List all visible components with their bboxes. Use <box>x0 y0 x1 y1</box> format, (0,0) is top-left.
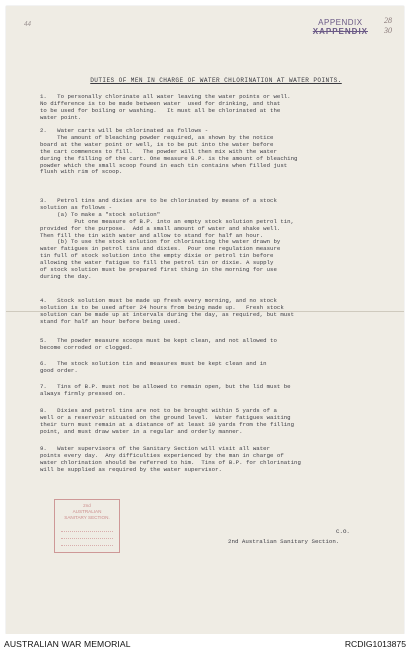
signature-initials: C.O. <box>336 528 350 535</box>
paragraph-8: 8. Dixies and petrol tins are not to be brought within 5 yards of a well or a reservoir situated on the ground level. Water fatigues waiting their turn must remain at a distance of at least 10 yards from the filling point, and must draw water in a regular and orderly manner. <box>40 407 295 435</box>
unit-stamp-line1: 2nd <box>83 503 91 508</box>
folio-top: 28 <box>384 16 392 25</box>
paragraph-7: 7. Tins of B.P. must not be allowed to remain open, but the lid must be always firmly pressed on. <box>40 383 291 397</box>
paragraph-3: 3. Petrol tins and dixies are to be chlorinated by means of a stock solution as follows - (a) To make a "stock solution" Put one measure of B.P. into an empty stock solution petrol tin, provided for the purpose. Add a small amount of water and shake well. Then fill the tin with water and allow to stand for half an hour. (b) To use the stock solution for chlorinating the water drawn by water fatigues in petrol tins and dixies. Pour one regulation measure tin full of stock solution into the empty dixie or petrol tin before allowing the water fatigue to fill the petrol tin or dixie. A supply of stock solution must be prepared first thing in the morning for use during the day. <box>40 197 295 280</box>
folio-bottom: 30 <box>384 26 392 35</box>
paragraph-4: 4. Stock solution must be made up fresh every morning, and no stock solution is to be used after 24 hours from being made up. Fresh stock solution can be made up at intervals during the day, as required, but must stand for half an hour before being used. <box>40 297 295 325</box>
paragraph-9: 9. Water supervisors of the Sanitary Section will visit all water points every day. Any difficulties experienced by the man in charge of water chlorination should be referred to him. Tins of B.P. for chlorinating will be supplied as required by the water supervisor. <box>40 445 301 473</box>
archive-footer <box>0 634 412 654</box>
folio-numbers <box>384 16 392 36</box>
document-title: DUTIES OF MEN IN CHARGE OF WATER CHLORINATION AT WATER POINTS. <box>90 77 342 84</box>
paragraph-5: 5. The powder measure scoops must be kept clean, and not allowed to become corroded or clogged. <box>40 337 277 351</box>
appendix-stamp-line1: APPENDIX <box>318 18 363 27</box>
appendix-stamp-line2: XAPPENDIX <box>312 27 368 36</box>
corner-annotation: 44 <box>24 20 31 28</box>
paragraph-6: 6. The stock solution tin and measures must be kept clean and in good order. <box>40 360 267 374</box>
unit-stamp-blank-lines <box>55 525 119 546</box>
footer-record-id: RCDIG1013875 <box>344 639 406 649</box>
paragraph-2: 2. Water carts will be chlorinated as follows - The amount of bleaching powder required, as shown by the notice board at the water point or well, is to be put into the water before the cart commences to fill. The powder will then mix with the water during the filling of the cart. One measure B.P. is the amount of bleaching powder which the small scoop found in each tin contains when filled just flush with rim of scoop. <box>40 127 298 176</box>
unit-stamp <box>54 499 120 553</box>
unit-stamp-line3: SANITARY SECTION. <box>64 515 110 520</box>
paragraph-1: 1. To personally chlorinate all water leaving the water points or well. No difference is to be made between water used for drinking, and that to be used for boiling or washing. It must all be chlorinated at the water point. <box>40 93 291 121</box>
footer-institution: AUSTRALIAN WAR MEMORIAL <box>4 639 131 649</box>
signature-unit: 2nd Australian Sanitary Section. <box>228 538 340 545</box>
appendix-stamp <box>313 18 368 36</box>
unit-stamp-line2: AUSTRALIAN <box>72 509 102 514</box>
document-page <box>6 6 404 634</box>
